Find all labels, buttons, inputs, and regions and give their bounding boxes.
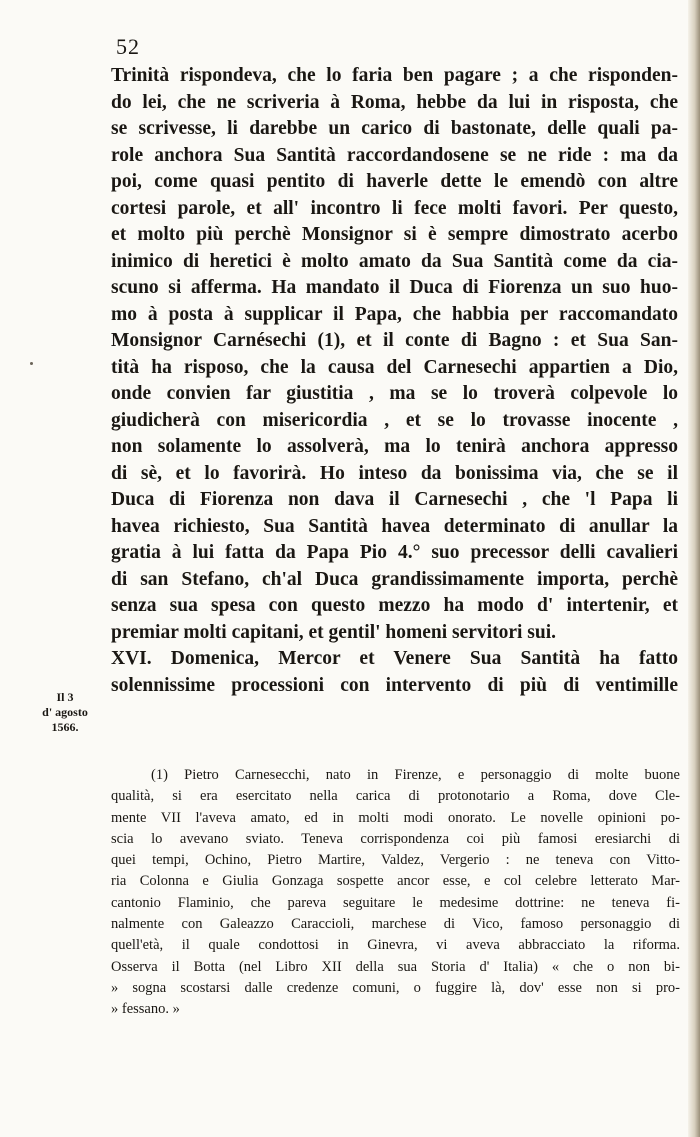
footnote-line: qualità, si era esercitato nella carica di protonotario a Roma, dove Cle- (111, 788, 680, 805)
body-line: non solamente lo assolverà, ma lo tenirà anchora appresso (111, 436, 678, 457)
margin-date-month: d' agosto (42, 705, 88, 719)
footnote (111, 765, 680, 1021)
section-heading-line: XVI. Domenica, Mercor et Venere Sua Santità ha fatto (111, 648, 678, 669)
margin-date-day: Il 3 (56, 690, 74, 704)
page-number: 52 (116, 34, 140, 59)
body-line: role anchora Sua Santità raccordandosene se ne ride : ma da (111, 144, 678, 166)
body-line: gratia à lui fatta da Papa Pio 4.° suo precessor delli cavalieri (111, 542, 678, 563)
footnote-line: Osserva il Botta (nel Libro XII della sua Storia d' Italia) « che o non bi- (111, 958, 680, 975)
body-line: havea richiesto, Sua Santità havea determinato di anullar la (111, 515, 678, 537)
body-line: et molto più perchè Monsignor si è sempre dimostrato acerbo (111, 224, 678, 245)
body-line: giudicherà con misericordia , et se lo trovasse inocente , (111, 409, 678, 431)
body-line: inimico di heretici è molto amato da Sua Santità come da cia- (111, 250, 678, 272)
body-line: premiar molti capitani, et gentil' homeni servitori sui. (111, 621, 557, 643)
ink-speck (30, 362, 33, 365)
body-line: di sè, et lo favorirà. Ho inteso da bonissima via, che se il (111, 462, 678, 484)
body-line: poi, come quasi pentito di haverle dette le emendò con altre (111, 171, 678, 192)
page-edge-shadow (688, 0, 700, 1137)
footnote-line: quei tempi, Ochino, Pietro Martire, Valdez, Vergerio : ne teneva con Vitto- (111, 852, 680, 869)
footnote-line: mente VII l'aveva amato, ed in molti modi onorato. Le novelle opinioni po- (111, 809, 680, 826)
body-line: Monsignor Carnésechi (1), et il conte di Bagno : et Sua San- (111, 330, 678, 351)
margin-date-note (22, 690, 108, 735)
body-text (111, 63, 678, 699)
footnote-line: (1) Pietro Carnesecchi, nato in Firenze, e personaggio di molte buone (151, 767, 680, 783)
body-line: se scrivesse, li darebbe un carico di bastonate, delle quali pa- (111, 118, 678, 139)
body-line: cortesi parole, et all' incontro li fece molti favori. Per questo, (111, 197, 678, 219)
body-line: Duca di Fiorenza non dava il Carnesechi , che 'l Papa li (111, 489, 678, 510)
body-line: mo à posta à supplicar il Papa, che habbia per raccomandato (111, 303, 678, 325)
body-line: Trinità rispondeva, che lo faria ben pagare ; a che risponden- (111, 65, 678, 86)
footnote-line: » fessano. » (111, 1001, 180, 1018)
footnote-line: » sogna scostarsi dalle credenze comuni, o fuggire là, dov' esse non si pro- (111, 979, 680, 996)
body-line: scuno si afferma. Ha mandato il Duca di Fiorenza un suo huo- (111, 277, 678, 298)
footnote-line: quell'età, il quale condottosi in Ginevra, vi aveva abbracciato la riforma. (111, 937, 680, 954)
footnote-line: nalmente con Galeazzo Caraccioli, marchese di Vico, famoso personaggio di (111, 916, 680, 933)
body-line: senza sua spesa con questo mezzo ha modo d' intertenir, et (111, 595, 678, 616)
body-line: di san Stefano, ch'al Duca grandissimamente importa, perchè (111, 568, 678, 590)
body-line: solennissime processioni con intervento di più di ventimille (111, 674, 678, 696)
footnote-line: ria Colonna e Giulia Gonzaga sospette ancor esse, e col celebre letterato Mar- (111, 873, 680, 890)
body-line: tità ha risposo, che la causa del Carnesechi appartien a Dio, (111, 356, 678, 378)
body-line: onde convien far giustitia , ma se lo troverà colpevole lo (111, 383, 678, 404)
margin-date-year: 1566. (51, 720, 79, 734)
footnote-line: scia lo avevano sviato. Teneva corrispondenza coi più famosi eresiarchi di (111, 830, 680, 847)
footnote-line: cantonio Flaminio, che pareva seguitare le medesime dottrine: ne teneva fi- (111, 894, 680, 911)
body-line: do lei, che ne scriveria à Roma, hebbe da lui in risposta, che (111, 91, 678, 113)
